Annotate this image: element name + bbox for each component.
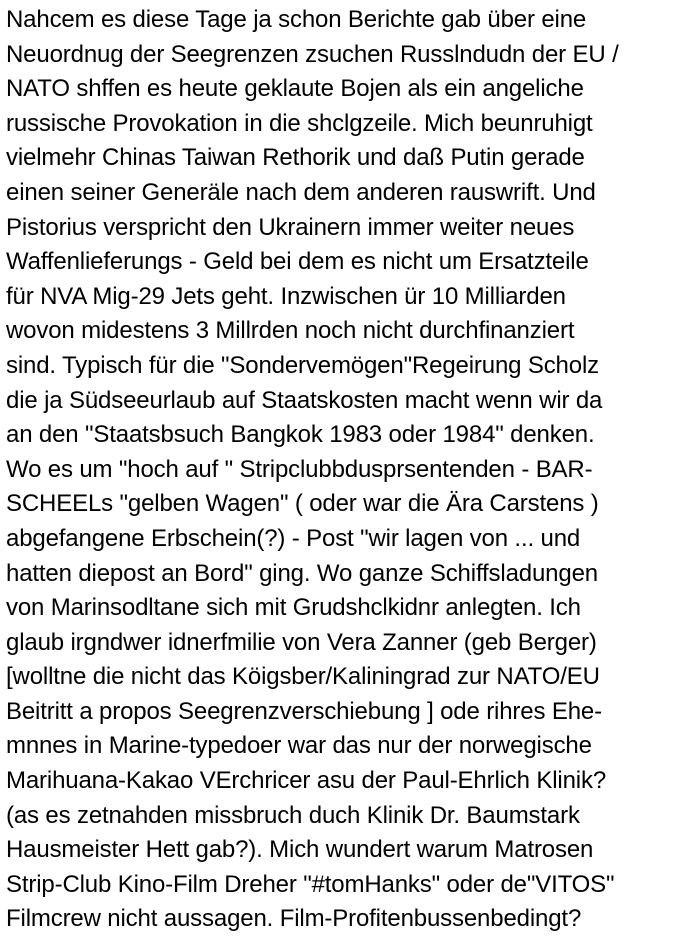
text-line: wovon midestens 3 Millrden noch nicht durchfinanziert bbox=[6, 317, 575, 345]
text-line: vielmehr Chinas Taiwan Rethorik und daß Putin gerade bbox=[6, 144, 585, 172]
text-line: für NVA Mig-29 Jets geht. Inzwischen ür 10 Milliarden bbox=[6, 282, 566, 310]
text-line: von Marinsodltane sich mit Grudshclkidnr anlegten. Ich bbox=[6, 594, 581, 622]
text-line: Beitritt a propos Seegrenzverschiebung ] ode rihres Ehe- bbox=[6, 697, 602, 725]
text-line: Filmcrew nicht aussagen. Film-Profitenbussenbedingt? bbox=[6, 905, 582, 933]
text-line: Marihuana-Kakao VErchricer asu der Paul-Ehrlich Klinik? bbox=[6, 767, 607, 795]
text-line: sind. Typisch für die "Sondervemögen"Regeirung Scholz bbox=[6, 351, 599, 379]
text-line: Pistorius verspricht den Ukrainern immer weiter neues bbox=[6, 213, 575, 241]
text-line: Waffenlieferungs - Geld bei dem es nicht um Ersatzteile bbox=[6, 248, 589, 276]
text-line: die ja Südseeurlaub auf Staatskosten macht wenn wir da bbox=[6, 386, 603, 414]
text-line: hatten diepost an Bord" ging. Wo ganze Schiffsladungen bbox=[6, 559, 598, 587]
text-line: abgefangene Erbschein(?) - Post "wir lagen von ... und bbox=[6, 524, 581, 552]
text-line: Wo es um "hoch auf " Stripclubbdusprsentenden - BAR- bbox=[6, 455, 593, 483]
text-line: Strip-Club Kino-Film Dreher "#tomHanks" oder de"VITOS" bbox=[6, 870, 615, 898]
text-line: SCHEELs "gelben Wagen" ( oder war die Ära Carstens ) bbox=[6, 490, 599, 518]
text-line: [wolltne die nicht das Köigsber/Kaliningrad zur NATO/EU bbox=[6, 663, 600, 691]
document-body bbox=[6, 3, 682, 937]
text-line: an den "Staatsbsuch Bangkok 1983 oder 1984" denken. bbox=[6, 421, 595, 449]
text-line: mnnes in Marine-typedoer war das nur der norwegische bbox=[6, 732, 592, 760]
text-line: Nahcem es diese Tage ja schon Berichte gab über eine bbox=[6, 6, 587, 33]
text-line: Neuordnug der Seegrenzen zsuchen Russlndudn der EU / bbox=[6, 40, 619, 68]
text-line: einen seiner Generäle nach dem anderen rauswrift. Und bbox=[6, 178, 596, 206]
text-line: (as es zetnahden missbruch duch Klinik Dr. Baumstark bbox=[6, 801, 580, 829]
text-line: russische Provokation in die shclgzeile. Mich beunruhigt bbox=[6, 109, 593, 137]
text-line: glaub irgndwer idnerfmilie von Vera Zanner (geb Berger) bbox=[6, 628, 597, 656]
text-line: Hausmeister Hett gab?). Mich wundert warum Matrosen bbox=[6, 836, 594, 864]
text-line: NATO shffen es heute geklaute Bojen als ein angeliche bbox=[6, 75, 584, 103]
